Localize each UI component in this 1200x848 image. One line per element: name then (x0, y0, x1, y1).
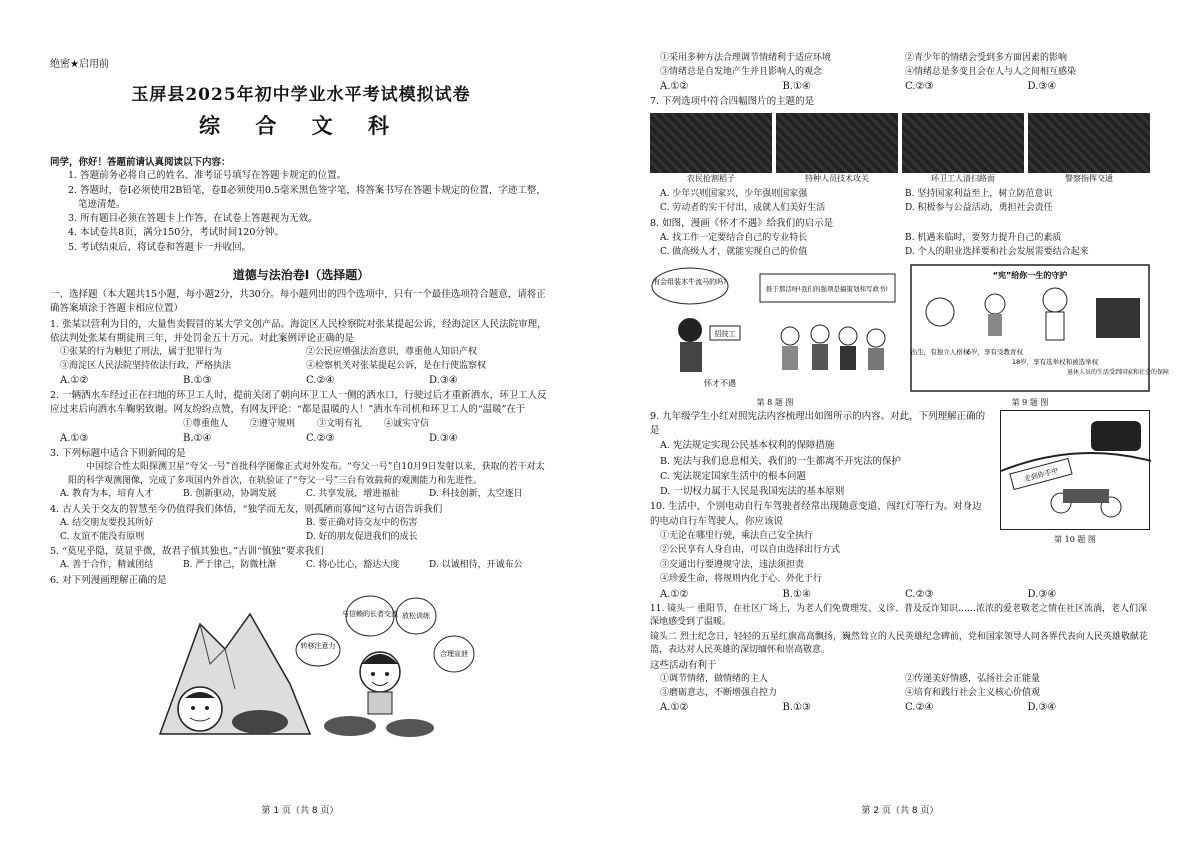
question-9-block (650, 410, 990, 587)
statement: ①无论在哪里行驶，乘法自己安全执行 (660, 530, 814, 541)
notice-item: 5. 考试结束后，将试卷和答题卡一并收回。 (68, 241, 252, 253)
option-c: C. 劳动者的实干付出，成就人们美好生活 (660, 203, 826, 214)
statement: ①调节情绪，做情绪的主人 (660, 674, 769, 684)
option-b: B. 宪法与我们息息相关，我们的一生都离不开宪法的保护 (660, 455, 902, 467)
option-d: D. 以诚相待，开诚布公 (429, 560, 523, 571)
section-title: 道德与法治卷Ⅰ（选择题） (232, 267, 370, 282)
question-4-options (50, 517, 552, 544)
fig8-sign: 招技工 (714, 329, 736, 338)
bubble-text: 与信赖的长者交流 (342, 610, 398, 619)
question-7-photos (650, 113, 1150, 173)
bubble-text: 转移注意力 (300, 642, 336, 651)
question-3-options (50, 488, 552, 502)
figure-10-cartoon (1001, 411, 1151, 531)
statement: ②公民应增强法治意识，尊重他人知识产权 (306, 347, 478, 358)
photo-caption: 农民抢割稻子 (687, 174, 735, 184)
question-6-cartoon (50, 594, 552, 744)
page-footer: 第 2 页（共 8 页） (861, 805, 939, 816)
statement: ①采用多种方法合理调节情绪利于适应环境 (660, 53, 832, 63)
option-b: B.①③ (782, 702, 811, 713)
fig8-bubble-2: 推于那活呀!我们的强项是搞策划和写政书! (765, 284, 889, 293)
fig8-title: 怀才不遇 (704, 378, 736, 388)
figure-8-caption: 第 8 题 图 (756, 398, 794, 408)
option-c: C.②③ (306, 433, 335, 445)
question-1-stem: 1. 张某以营利为目的，大量售卖假冒的某大学文创产品。海淀区人民检察院对张某提起公诉，经海淀区人民法院审理，依法判处张某有期徒刑三年，并处罚金五十万元。对此案例评论正确的是 (50, 318, 547, 344)
statement: ②传递美好情感，弘扬社会正能量 (905, 674, 1041, 684)
section-instruction: 一、选择题（本大题共15小题，每小题2分，共30分。每小题列出的四个选项中，只有一个最佳选项符合题意，请将正确答案填涂于答题卡相应位置） (50, 289, 546, 315)
option-a: A. 教育为本，培育人才 (60, 489, 154, 500)
statement: ③交通出行要遵规守法，违法须担责 (660, 559, 805, 570)
option-b: B.①④ (782, 81, 811, 92)
option-d: D.③④ (1027, 588, 1057, 600)
option-a: A.①③ (60, 433, 89, 445)
option-c: C. 共享发展，增进福祉 (306, 489, 400, 500)
figure-10 (1000, 410, 1150, 530)
option-a: A. 善于合作，精诚团结 (60, 560, 154, 571)
statement: ④培育和践行社会主义核心价值观 (905, 687, 1041, 698)
fig9-label: 18岁，享有选举权和被选举权 (1011, 357, 1099, 366)
option-d: D.③④ (429, 433, 458, 445)
question-7-options (650, 187, 1150, 216)
option-c: C. 做高级人才，就能实现自己的价值 (660, 247, 808, 258)
question-2-options (50, 431, 552, 446)
question-5-options (50, 559, 552, 573)
option-b: B.①④ (183, 433, 212, 445)
notice-item: 1. 答题前务必将自己的姓名、准考证号填写在答题卡规定的位置。 (68, 170, 347, 182)
option-c: C.②④ (306, 375, 335, 387)
question-6-options (650, 79, 1150, 94)
question-7-stem: 7. 下列选项中符合四幅图片的主题的是 (650, 96, 815, 107)
notice-list (50, 169, 552, 255)
question-8-stem: 8. 如图，漫画《怀才不遇》给我们的启示是 (650, 217, 834, 229)
option-b: B. 要正确对待交友中的伤害 (306, 518, 418, 529)
fig9-title: “宪”给你一生的守护 (992, 270, 1068, 280)
photo-caption: 环卫工人清扫路面 (931, 174, 995, 184)
figures-8-9 (650, 264, 1170, 409)
statement: ②青少年的情绪会受到多方面因素的影响 (905, 53, 1068, 63)
question-1-options (50, 373, 552, 388)
fig9-label: 出生，有独立人格权 (910, 347, 970, 356)
confidential-mark: 绝密★启用前 (50, 59, 109, 70)
option-a: A.①② (660, 702, 689, 713)
option-c: C.②③ (905, 81, 934, 92)
question-11-options (650, 700, 1150, 715)
questions-9-10 (650, 410, 1150, 587)
option-d: D. 积极参与公益活动，勇担社会责任 (905, 203, 1053, 214)
figure-9 (910, 264, 1170, 409)
photo-street-cleaner (902, 113, 1024, 173)
figure-10-caption: 第 10 题 图 (1054, 534, 1096, 544)
statement: ④检察机关对张某提起公诉，是在行使监察权 (306, 360, 487, 371)
option-d: D.③④ (1027, 702, 1057, 713)
photo-technicians (776, 113, 898, 173)
notice-item: 4. 本试卷共8页，满分150分，考试时间120分钟。 (68, 227, 284, 239)
option-b: B. 机遇来临时，要努力提升自己的素质 (905, 232, 1062, 243)
option-a: A.①② (660, 588, 689, 600)
exam-subtitle: 综 合 文 科 (199, 113, 403, 139)
option-c: C. 友谊不能没有原则 (60, 531, 145, 542)
statement: ①尊重他人 (182, 418, 228, 429)
question-2-statements (50, 418, 552, 432)
question-3-stem: 3. 下列标题中适合下则新闻的是 (50, 448, 186, 460)
option-c: C. 将心比心，豁达大度 (306, 560, 400, 571)
option-a: A. 宪法规定实现公民基本权利的保障措施 (660, 440, 835, 452)
photo-caption: 特种人员技术攻关 (805, 174, 869, 184)
statement: ③海淀区人民法院坚持依法行政，严格执法 (60, 360, 232, 371)
question-9-stem: 9. 九年级学生小红对照宪法内容梳理出如图所示的内容。对此，下列理解正确的是 (650, 410, 986, 436)
option-a: A. 少年兴则国家兴，少年强则国家强 (660, 188, 808, 199)
option-b: B. 严于律己，防微杜渐 (183, 560, 277, 571)
option-a: A. 结交朋友要投其所好 (60, 518, 154, 529)
figure-9-caption: 第 9 题 图 (1011, 398, 1049, 408)
option-b: B.①③ (183, 375, 212, 387)
question-4-stem: 4. 古人关于交友的智慧至今仍值得我们体悟，“独学而无友，则孤陋而寡闻”这句古语告诉我们 (50, 503, 443, 515)
question-11-statements (650, 673, 1150, 700)
option-b: B.①④ (782, 588, 811, 600)
figure-8 (650, 264, 900, 409)
statement: ③文明有礼 (317, 418, 363, 429)
option-d: D. 个人的职业选择要和社会发展需要结合起来 (905, 247, 1089, 258)
notice-item: 3. 所有题目必须在答题卡上作答，在试卷上答题视为无效。 (68, 213, 318, 225)
question-7-captions (650, 173, 1150, 185)
fig9-label: 退休人员的生活受到国家和社会的保障 (1066, 368, 1170, 376)
question-11-stem-2: 镜头二 烈士纪念日，轻轻的五星红旗高高飘扬，巍然耸立的人民英雄纪念碑前，党和国家领导人同各界代表向人民英雄敬献花篮，表达对人民英雄的深切缅怀和崇高敬意。 (650, 631, 1148, 656)
page-2 (600, 0, 1200, 848)
option-d: D.③④ (429, 375, 458, 387)
statement: ①张某的行为触犯了刑法，属于犯罪行为 (60, 347, 223, 358)
question-1-statements (50, 346, 552, 373)
question-6-stem: 6. 对下列漫画理解正确的是 (50, 574, 167, 586)
notice-item: 2. 答题时，卷Ⅰ必须使用2B铅笔，卷Ⅱ必须使用0.5毫米黑色签字笔，将答案书写在答题卡规定的位置，字迹工整，笔迹清楚。 (68, 184, 546, 210)
bubble-text: 合理宣泄 (440, 650, 468, 659)
statement: ③情绪总是自发地产生并且影响人的观念 (660, 66, 823, 77)
question-8-options (650, 231, 1150, 260)
statement: ②遵守规则 (249, 418, 295, 429)
figure-9-cartoon (910, 264, 1170, 392)
fig10-sign: 走到你手中 (1023, 466, 1060, 484)
cartoon-illustration (50, 594, 550, 744)
statement: ④情绪总是多变且会在人与人之间相互感染 (905, 66, 1077, 77)
question-11-lead: 这些活动有利于 (650, 659, 717, 671)
option-d: D.③④ (1027, 81, 1057, 92)
fig9-label: 6岁，享有受教育权 (966, 347, 1024, 356)
photo-farmers (650, 113, 772, 173)
statement: ④诚实守信 (384, 418, 430, 429)
option-b: B. 坚持国家利益至上，树立防范意识 (905, 188, 1053, 199)
option-a: A.①② (60, 375, 89, 387)
statement: ④珍爱生命，将规则内化于心、外化于行 (660, 574, 823, 585)
option-c: C.②③ (905, 588, 934, 600)
option-b: B. 创新驱动，协调发展 (183, 489, 277, 500)
option-c: C. 宪法规定国家生活中的根本问题 (660, 470, 806, 482)
statement: ②公民享有人身自由，可以自由选择出行方式 (660, 545, 841, 556)
option-a: A.①② (660, 81, 689, 92)
option-d: D. 好的朋友促进我们的成长 (306, 531, 418, 542)
option-a: A. 找工作一定要结合自己的专业特长 (660, 232, 808, 243)
question-2-stem: 2. 一辆洒水车经过正在扫地的环卫工人时，提前关闭了朝向环卫工人一侧的洒水口，行驶过后才重新洒水，环卫工人反应过来后向洒水车鞠躬致谢。网友纷纷点赞，有网友评论：“都是温暖的人！”洒水车司机和环卫工人的“温暖”在于 (50, 390, 547, 416)
question-6-statements (650, 52, 1150, 79)
question-10-options (650, 587, 1150, 602)
option-c: C.②④ (905, 702, 934, 713)
figure-8-cartoon (650, 264, 900, 392)
question-3-passage: 中国综合性太阳探测卫星“夸父一号”首批科学图像正式对外发布。“夸父一号”自10月9日发射以来，获取的若干对太阳的科学观测图像，完成了多项国内外首次，在轨验证了“夸父一号”三台有效载荷的观测能力和先进性。 (68, 462, 545, 486)
question-5-stem: 5. “莫见乎隐，莫显乎微，故君子慎其独也。”古训“慎独”要求我们 (50, 546, 324, 558)
question-11-stem: 11. 镜头一 重阳节，在社区广场上，为老人们免费理发、义诊、普及反诈知识……浓浓的爱老敬老之情在社区流淌，老人们深深地感受到了温暖。 (650, 603, 1148, 628)
option-d: D. 一切权力属于人民是我国宪法的基本原则 (660, 486, 845, 497)
statement: ③磨砺意志，不断增强自控力 (660, 687, 778, 698)
option-d: D. 科技创新，太空逐日 (429, 489, 523, 500)
photo-caption: 警察指挥交通 (1065, 174, 1113, 184)
page-footer: 第 1 页（共 8 页） (261, 805, 339, 816)
fig8-bubble-1: 有会组装木牛流马的吗? (653, 277, 727, 286)
question-10-stem: 10. 生活中，个别电动自行车驾驶者经常出现随意变道、闯红灯等行为。对身边的电动自行车驾驶人，你应该说 (650, 501, 982, 527)
exam-title: 玉屏县2025年初中学业水平考试模拟试卷 (131, 84, 471, 105)
photo-traffic-police (1028, 113, 1150, 173)
bubble-text: 放松训练 (402, 612, 430, 621)
notice-heading: 同学，你好！答题前请认真阅读以下内容： (50, 156, 231, 168)
